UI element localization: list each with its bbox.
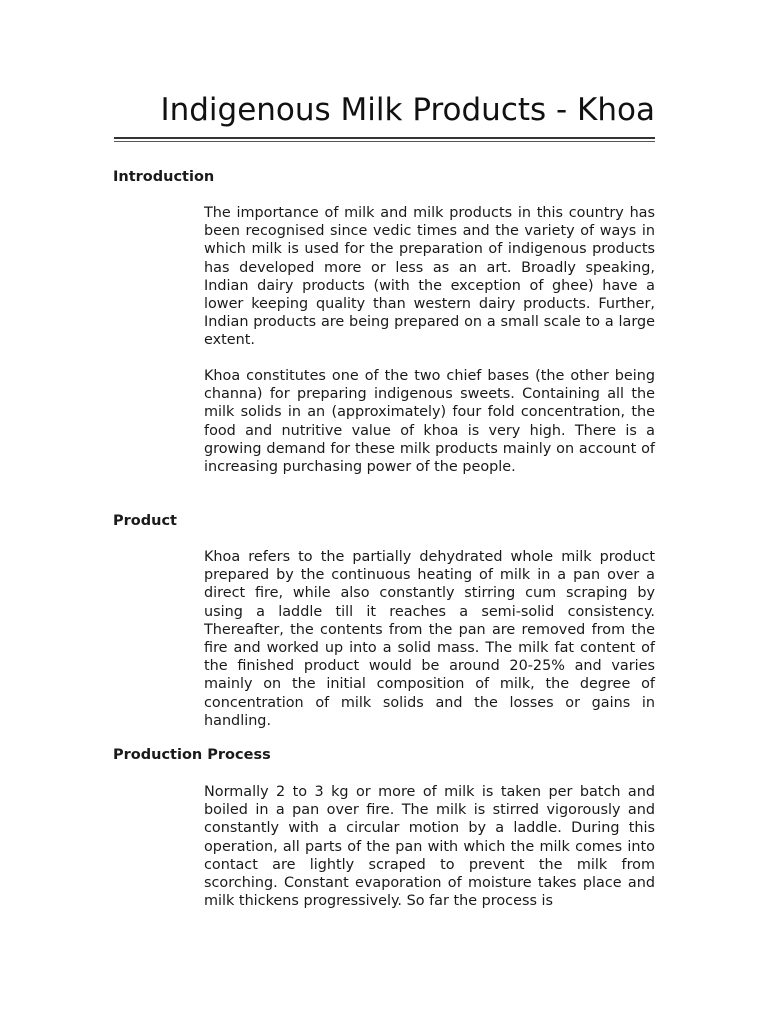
section-heading-product: Product	[113, 513, 177, 529]
production-process-paragraph-1: Normally 2 to 3 kg or more of milk is taken per batch and boiled in a pan over fire. The milk is stirred vigorously and constantly with a circular motion by a laddle. During this operation, all parts of the pan with which the milk comes into contact are lightly scraped to prevent the milk from scorching. Constant evaporation of moisture takes place and milk thickens progressively. So far the process is	[204, 784, 655, 910]
document-title: Indigenous Milk Products - Khoa	[160, 92, 655, 128]
title-underline	[114, 137, 655, 139]
introduction-paragraph-1: The importance of milk and milk products in this country has been recognised since vedic times and the variety of ways in which milk is used for the preparation of indigenous products has developed more or less as an art. Broadly speaking, Indian dairy products (with the exception of ghee) have a lower keeping quality than western dairy products. Further, Indian products are being prepared on a small scale to a large extent.	[204, 205, 655, 349]
section-heading-production-process: Production Process	[113, 747, 271, 763]
product-paragraph-1: Khoa refers to the partially dehydrated whole milk product prepared by the continuous heating of milk in a pan over a direct fire, while also constantly stirring cum scraping by using a laddle till it reaches a semi-solid consistency. Thereafter, the contents from the pan are removed from the fire and worked up into a solid mass. The milk fat content of the finished product would be around 20-25% and varies mainly on the initial composition of milk, the degree of concentration of milk solids and the losses or gains in handling.	[204, 549, 655, 729]
introduction-paragraph-2: Khoa constitutes one of the two chief bases (the other being channa) for preparing indigenous sweets. Containing all the milk solids in an (approximately) four fold concentration, the food and nutritive value of khoa is very high. There is a growing demand for these milk products mainly on account of increasing purchasing power of the people.	[204, 368, 655, 476]
title-underline-secondary	[114, 141, 655, 142]
section-heading-introduction: Introduction	[113, 169, 215, 185]
